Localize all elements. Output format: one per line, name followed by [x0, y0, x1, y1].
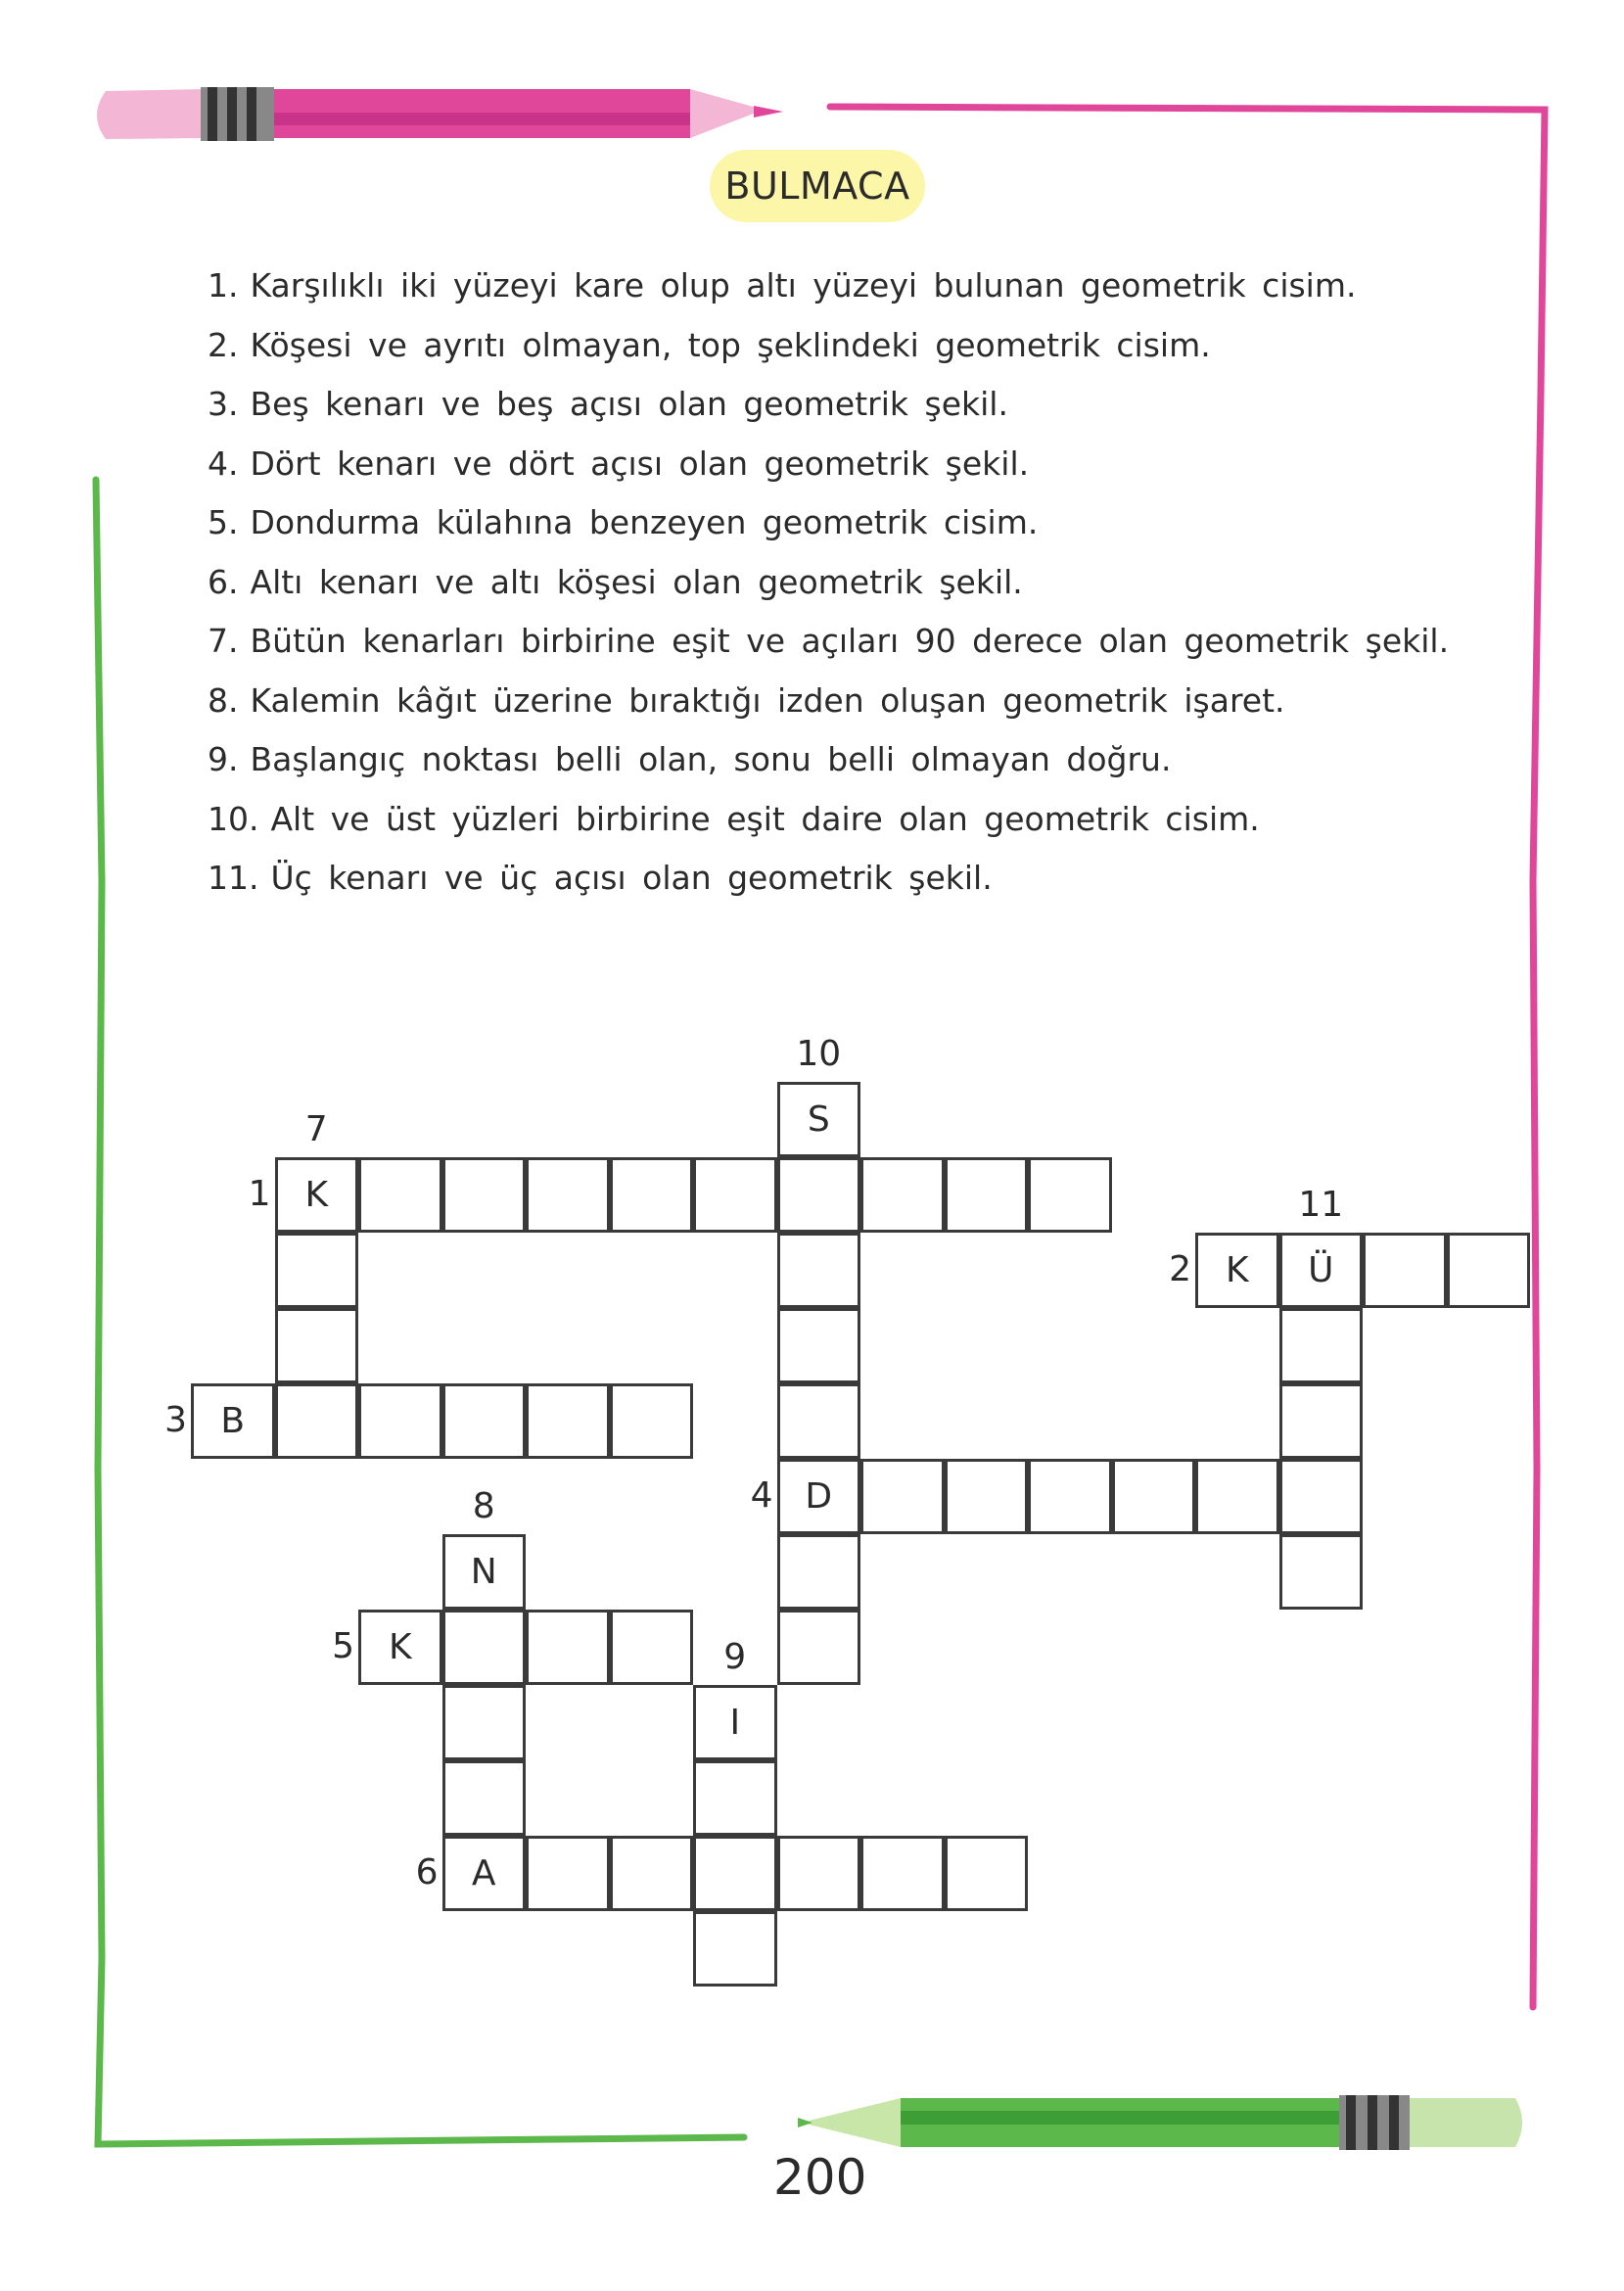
crossword-clue-number: 9 — [723, 1637, 747, 1677]
crossword-cell[interactable] — [610, 1836, 694, 1911]
clue-number: 4. — [208, 444, 239, 483]
crossword-cell[interactable] — [945, 1157, 1029, 1233]
clue-number: 1. — [208, 266, 239, 304]
crossword-cell[interactable] — [777, 1836, 861, 1911]
crossword-cell[interactable] — [777, 1233, 861, 1308]
clue-number: 9. — [208, 740, 239, 778]
crossword-clue-number: 2 — [1169, 1249, 1191, 1289]
crossword-cell[interactable]: I — [693, 1685, 777, 1760]
crossword-cell[interactable] — [526, 1383, 610, 1459]
crossword-cell[interactable] — [945, 1459, 1029, 1534]
clue-number: 2. — [208, 325, 239, 364]
clue-text: Bütün kenarları birbirine eşit ve açıları 90 derece olan geometrik şekil. — [250, 622, 1450, 660]
crossword-clue-number: 8 — [472, 1486, 495, 1526]
crossword-cell[interactable] — [1195, 1459, 1279, 1534]
clue-text: Köşesi ve ayrıtı olmayan, top şeklindeki geometrik cisim. — [250, 325, 1211, 364]
crossword-cell[interactable] — [777, 1610, 861, 1685]
clue-text: Altı kenarı ve altı köşesi olan geometrik şekil. — [250, 562, 1023, 601]
crossword-cell[interactable] — [610, 1157, 694, 1233]
crossword-cell[interactable] — [610, 1610, 694, 1685]
crossword-cell[interactable] — [526, 1157, 610, 1233]
crossword-cell[interactable] — [275, 1308, 359, 1383]
crossword-cell[interactable]: K — [1195, 1233, 1279, 1308]
clue-number: 11. — [208, 859, 259, 897]
clue-text: Başlangıç noktası belli olan, sonu belli olmayan doğru. — [250, 740, 1172, 778]
clue-text: Beş kenarı ve beş açısı olan geometrik şekil. — [250, 385, 1008, 423]
crossword-cell[interactable] — [275, 1383, 359, 1459]
clue-number: 6. — [208, 562, 239, 601]
crossword-cell[interactable] — [693, 1836, 777, 1911]
clue-text: Kalemin kâğıt üzerine bıraktığı izden oluşan geometrik işaret. — [250, 680, 1285, 720]
crossword-clue-number: 4 — [750, 1475, 773, 1516]
crossword-cell[interactable] — [442, 1760, 527, 1836]
crossword-cell[interactable] — [693, 1911, 777, 1987]
clue-text: Karşılıklı iki yüzeyi kare olup altı yüzeyi bulunan geometrik cisim. — [250, 266, 1357, 304]
crossword-cell[interactable] — [860, 1836, 945, 1911]
crossword-cell[interactable] — [1279, 1534, 1364, 1610]
clue-number: 3. — [208, 385, 239, 423]
crossword-clue-number: 11 — [1298, 1185, 1344, 1225]
crossword-cell[interactable]: D — [777, 1459, 861, 1534]
clue-text: Alt ve üst yüzleri birbirine eşit daire olan geometrik cisim. — [270, 799, 1260, 838]
crossword-cell[interactable] — [442, 1685, 527, 1760]
clue-number: 7. — [208, 622, 239, 660]
crossword-cell[interactable]: A — [442, 1836, 527, 1911]
crossword-clue-number: 1 — [248, 1174, 271, 1214]
crossword-cell[interactable]: Ü — [1279, 1233, 1364, 1308]
page-title: BULMACA — [710, 150, 925, 222]
clue-text: Dört kenarı ve dört açısı olan geometrik şekil. — [250, 444, 1030, 483]
clue-number: 5. — [208, 503, 239, 541]
crossword-cell[interactable]: K — [358, 1610, 442, 1685]
crossword-cell[interactable] — [526, 1610, 610, 1685]
crossword-cell[interactable] — [358, 1383, 442, 1459]
crossword-cell[interactable] — [275, 1233, 359, 1308]
crossword-cell[interactable] — [1112, 1459, 1196, 1534]
crossword-cell[interactable] — [777, 1308, 861, 1383]
crossword-cell[interactable]: S — [777, 1082, 861, 1157]
crossword-clue-number: 7 — [304, 1109, 328, 1149]
crossword-clue-number: 10 — [796, 1034, 842, 1074]
crossword-cell[interactable] — [777, 1157, 861, 1233]
crossword-cell[interactable] — [1279, 1383, 1364, 1459]
page-number: 200 — [773, 2149, 867, 2206]
clue-number: 8. — [208, 680, 239, 720]
crossword-cell[interactable] — [1279, 1459, 1364, 1534]
crossword-cell[interactable] — [1028, 1157, 1112, 1233]
clue-text: Üç kenarı ve üç açısı olan geometrik şekil. — [270, 859, 993, 897]
crossword-cell[interactable] — [442, 1610, 527, 1685]
crossword-cell[interactable] — [945, 1836, 1029, 1911]
crossword-cell[interactable] — [610, 1383, 694, 1459]
crossword-cell[interactable] — [1028, 1459, 1112, 1534]
crossword-cell[interactable]: K — [275, 1157, 359, 1233]
crossword-cell[interactable]: B — [191, 1383, 275, 1459]
crossword-cell[interactable]: N — [442, 1534, 527, 1610]
crossword-cell[interactable] — [777, 1383, 861, 1459]
crossword-cell[interactable] — [1447, 1233, 1531, 1308]
crossword-cell[interactable] — [693, 1760, 777, 1836]
crossword-cell[interactable] — [442, 1157, 527, 1233]
crossword-cell[interactable] — [860, 1459, 945, 1534]
crossword-clue-number: 3 — [164, 1400, 187, 1440]
crossword-clue-number: 6 — [415, 1852, 439, 1893]
crossword-cell[interactable] — [442, 1383, 527, 1459]
crossword-cell[interactable] — [358, 1157, 442, 1233]
crossword-cell[interactable] — [860, 1157, 945, 1233]
clue-text: Dondurma külahına benzeyen geometrik cisim. — [250, 503, 1039, 541]
clue-number: 10. — [208, 799, 259, 838]
crossword-cell[interactable] — [526, 1836, 610, 1911]
crossword-cell[interactable] — [1363, 1233, 1447, 1308]
crossword-cell[interactable] — [1279, 1308, 1364, 1383]
crossword-cell[interactable] — [693, 1157, 777, 1233]
crossword-clue-number: 5 — [332, 1626, 354, 1666]
crossword-cell[interactable] — [777, 1534, 861, 1610]
